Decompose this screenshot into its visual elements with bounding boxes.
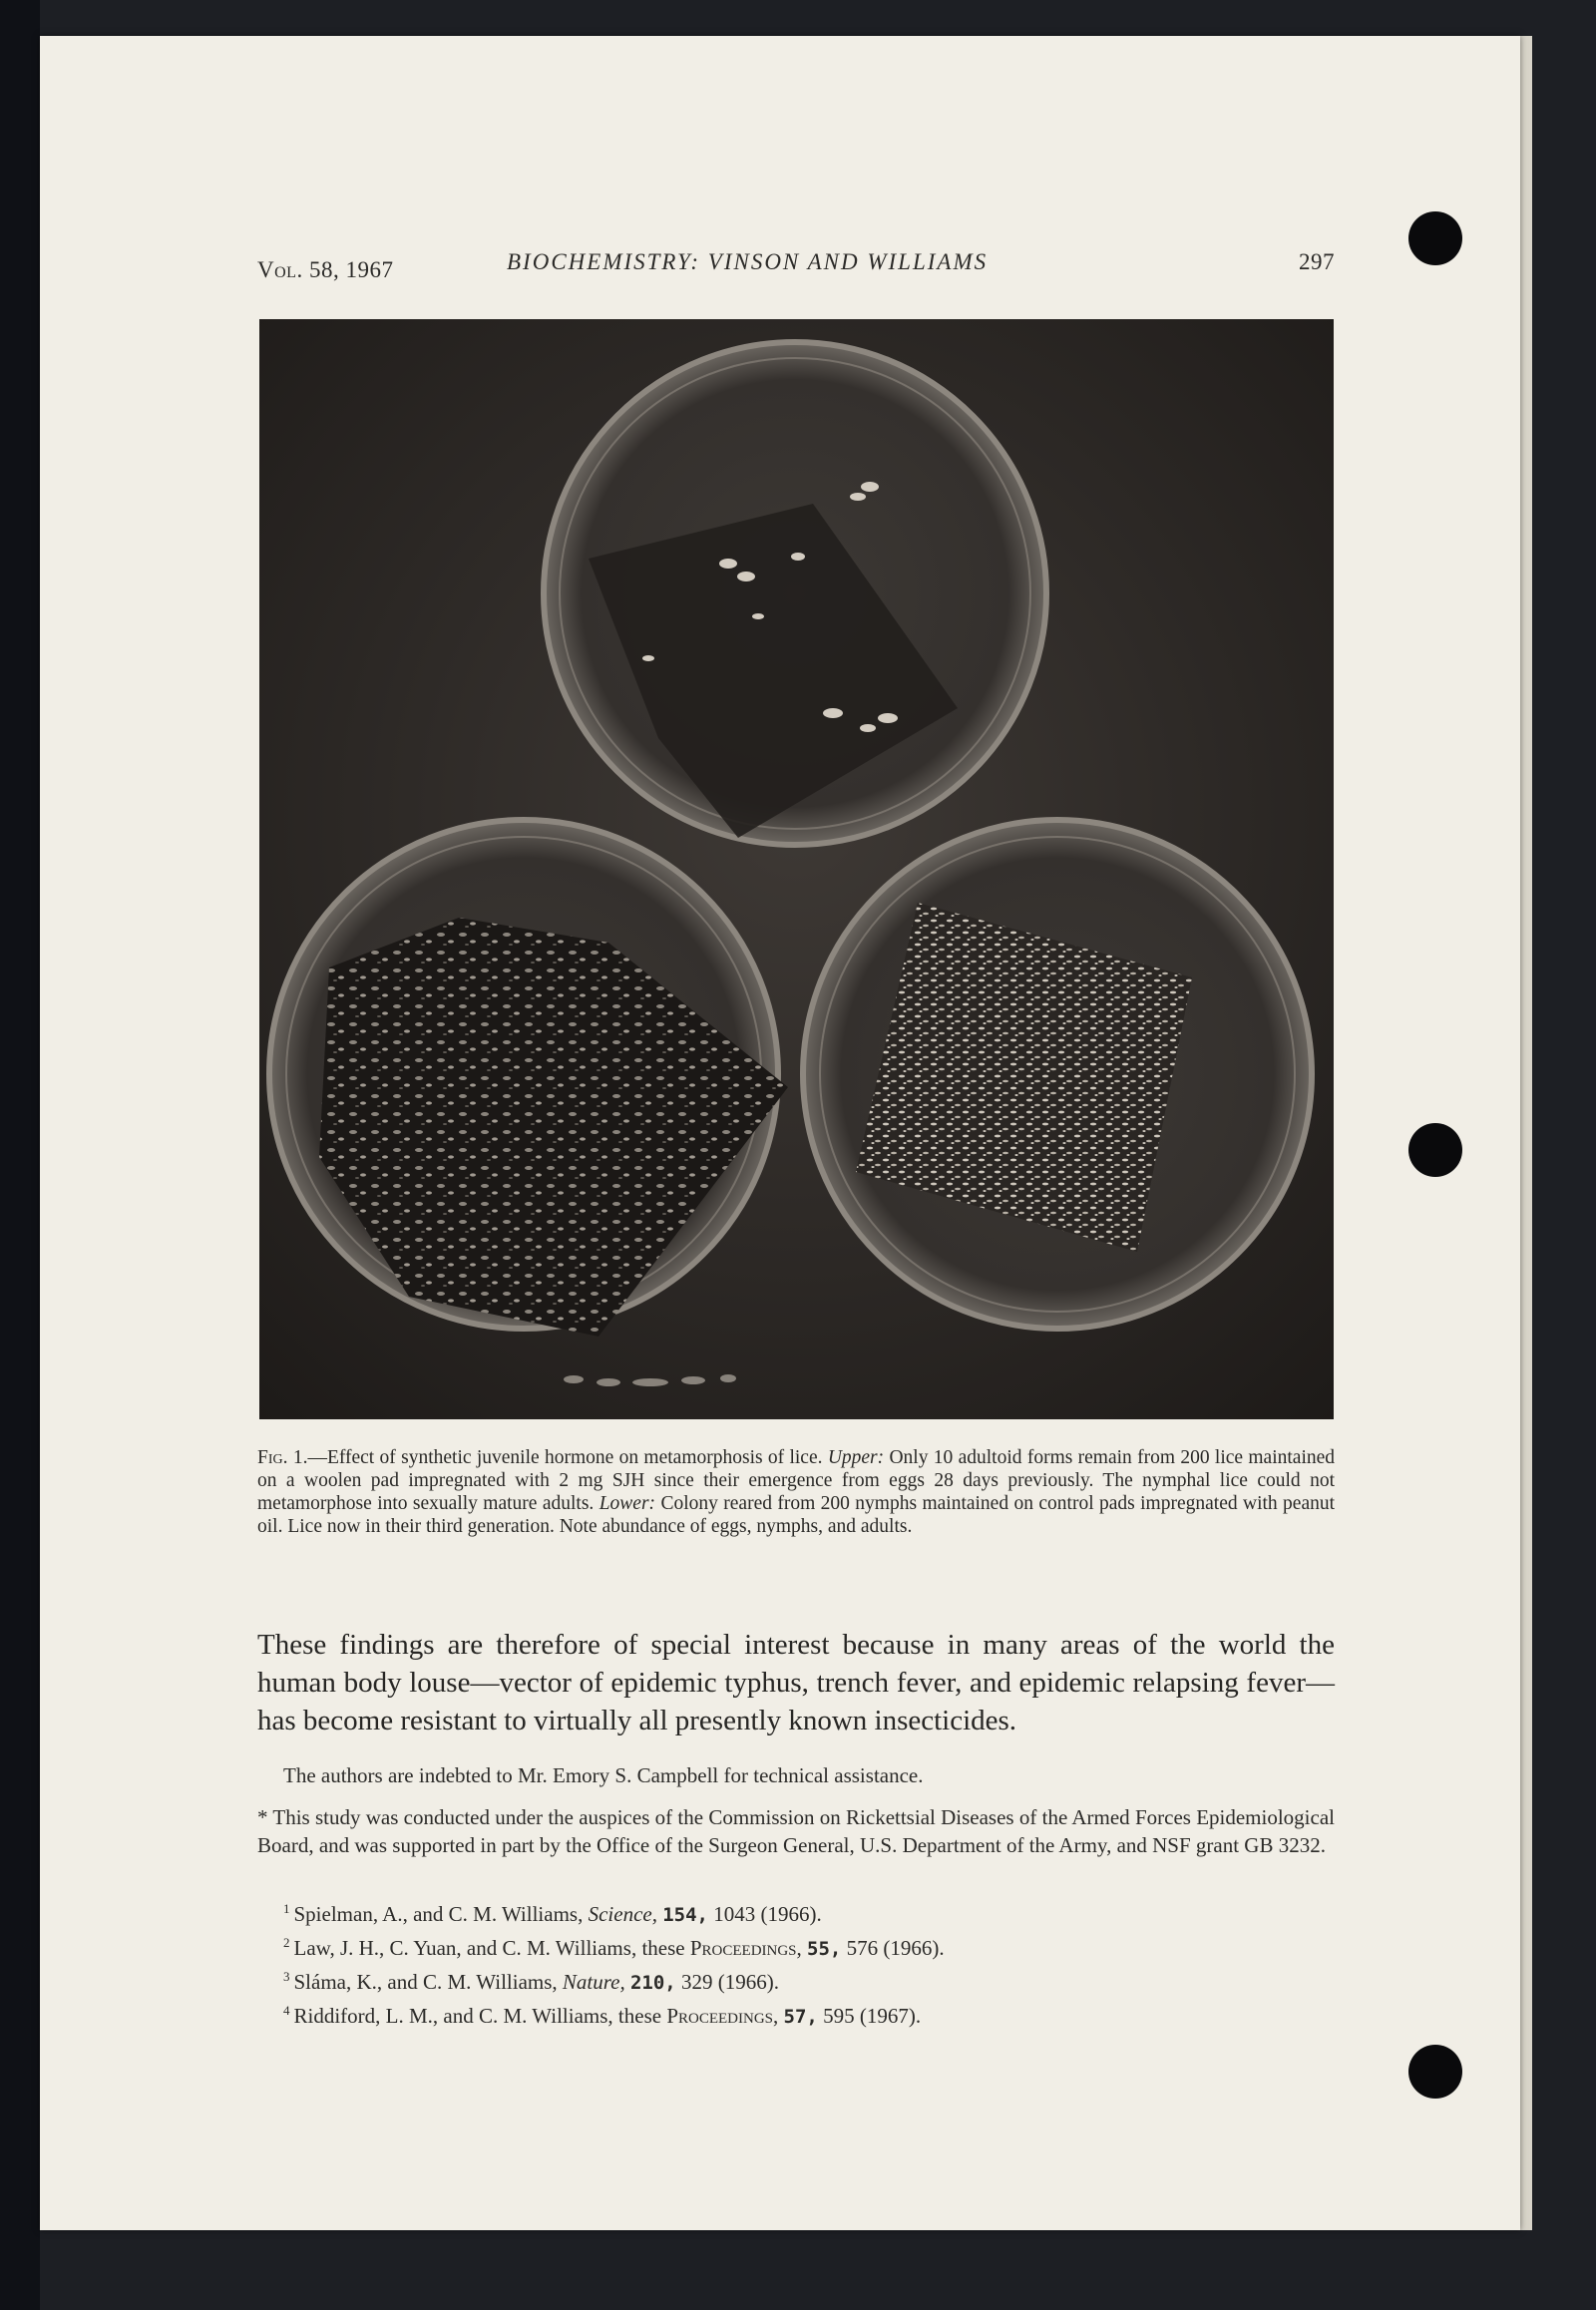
reference-journal: Science, xyxy=(588,1902,657,1926)
journal-section-title: BIOCHEMISTRY: VINSON AND WILLIAMS xyxy=(507,249,989,274)
reference-volume: 55, xyxy=(807,1938,842,1960)
body-paragraph: These findings are therefore of special interest because in many areas of the world the human body louse—vector of epidemic typhus, trench fever, and epidemic relapsing fever—has become resistant to virtually all presently known insecticides. xyxy=(257,1629,1335,1736)
upper-dish xyxy=(544,342,1046,845)
reference-volume: 57, xyxy=(783,2006,818,2028)
reference-number: 1 xyxy=(283,1901,290,1916)
reference-authors: Law, J. H., C. Yuan, and C. M. Williams, these xyxy=(293,1936,690,1960)
reference-item xyxy=(283,1929,1335,1963)
binder-hole-middle xyxy=(1408,1123,1462,1177)
volume-info: Vol. 58, 1967 xyxy=(257,257,394,282)
reference-authors: Riddiford, L. M., and C. M. Williams, these xyxy=(293,2004,667,2028)
figure-label: Fig. 1. xyxy=(257,1447,308,1468)
scan-backdrop xyxy=(0,0,40,2310)
reference-journal: Proceedings, xyxy=(689,1936,802,1960)
reference-pages: 595 (1967). xyxy=(817,2004,922,2028)
page-edge xyxy=(1520,36,1532,2230)
reference-list xyxy=(283,1895,1335,2031)
reference-volume: 154, xyxy=(662,1904,708,1926)
funding-footnote: * This study was conducted under the auspices of the Commission on Rickettsial Diseases of the Armed Forces Epidemiological Board, and was supported in part by the Office of the Surgeon General, U.S. Department of the Army, and NSF grant GB 3232. xyxy=(257,1805,1335,1857)
caption-upper-text: Only 10 adultoid forms remain from 200 lice maintained on a woolen pad impregnated with 2 mg SJH since their emergence from eggs 28 days previously. The nymphal lice could not metamorphose into sexually mature adults. xyxy=(257,1447,1336,1514)
reference-pages: 1043 (1966). xyxy=(708,1902,822,1926)
reference-number: 4 xyxy=(283,2003,290,2018)
reference-pages: 576 (1966). xyxy=(841,1936,945,1960)
reference-authors: Spielman, A., and C. M. Williams, xyxy=(293,1902,589,1926)
reference-number: 2 xyxy=(283,1935,290,1950)
binder-hole-top xyxy=(1408,211,1462,265)
caption-lower-text: Colony reared from 200 nymphs maintained on control pads impregnated with peanut oil. Lice now in their third generation. Note abundance of eggs, nymphs, and adults. xyxy=(257,1493,1336,1537)
page-number: 297 xyxy=(1299,249,1335,274)
reference-journal: Proceedings, xyxy=(666,2004,779,2028)
reference-item xyxy=(283,1895,1335,1929)
reference-volume: 210, xyxy=(629,1972,676,1994)
caption-upper-label: Upper: xyxy=(827,1447,885,1468)
reference-item xyxy=(283,1997,1335,2031)
caption-lower-label: Lower: xyxy=(598,1493,656,1514)
caption-intro: —Effect of synthetic juvenile hormone on metamorphosis of lice. xyxy=(307,1447,823,1468)
reference-number: 3 xyxy=(283,1969,290,1984)
reference-pages: 329 (1966). xyxy=(675,1970,779,1994)
acknowledgment: The authors are indebted to Mr. Emory S. Campbell for technical assistance. xyxy=(283,1763,924,1787)
lower-right-dish xyxy=(803,820,1312,1329)
figure-caption xyxy=(257,1446,1335,1538)
figure-1-photo xyxy=(259,319,1334,1419)
binder-hole-bottom xyxy=(1408,2045,1462,2099)
reference-item xyxy=(283,1963,1335,1997)
petri-dish-photograph xyxy=(259,319,1334,1419)
reference-authors: Sláma, K., and C. M. Williams, xyxy=(293,1970,563,1994)
reference-journal: Nature, xyxy=(562,1970,625,1994)
running-head xyxy=(257,249,1335,289)
